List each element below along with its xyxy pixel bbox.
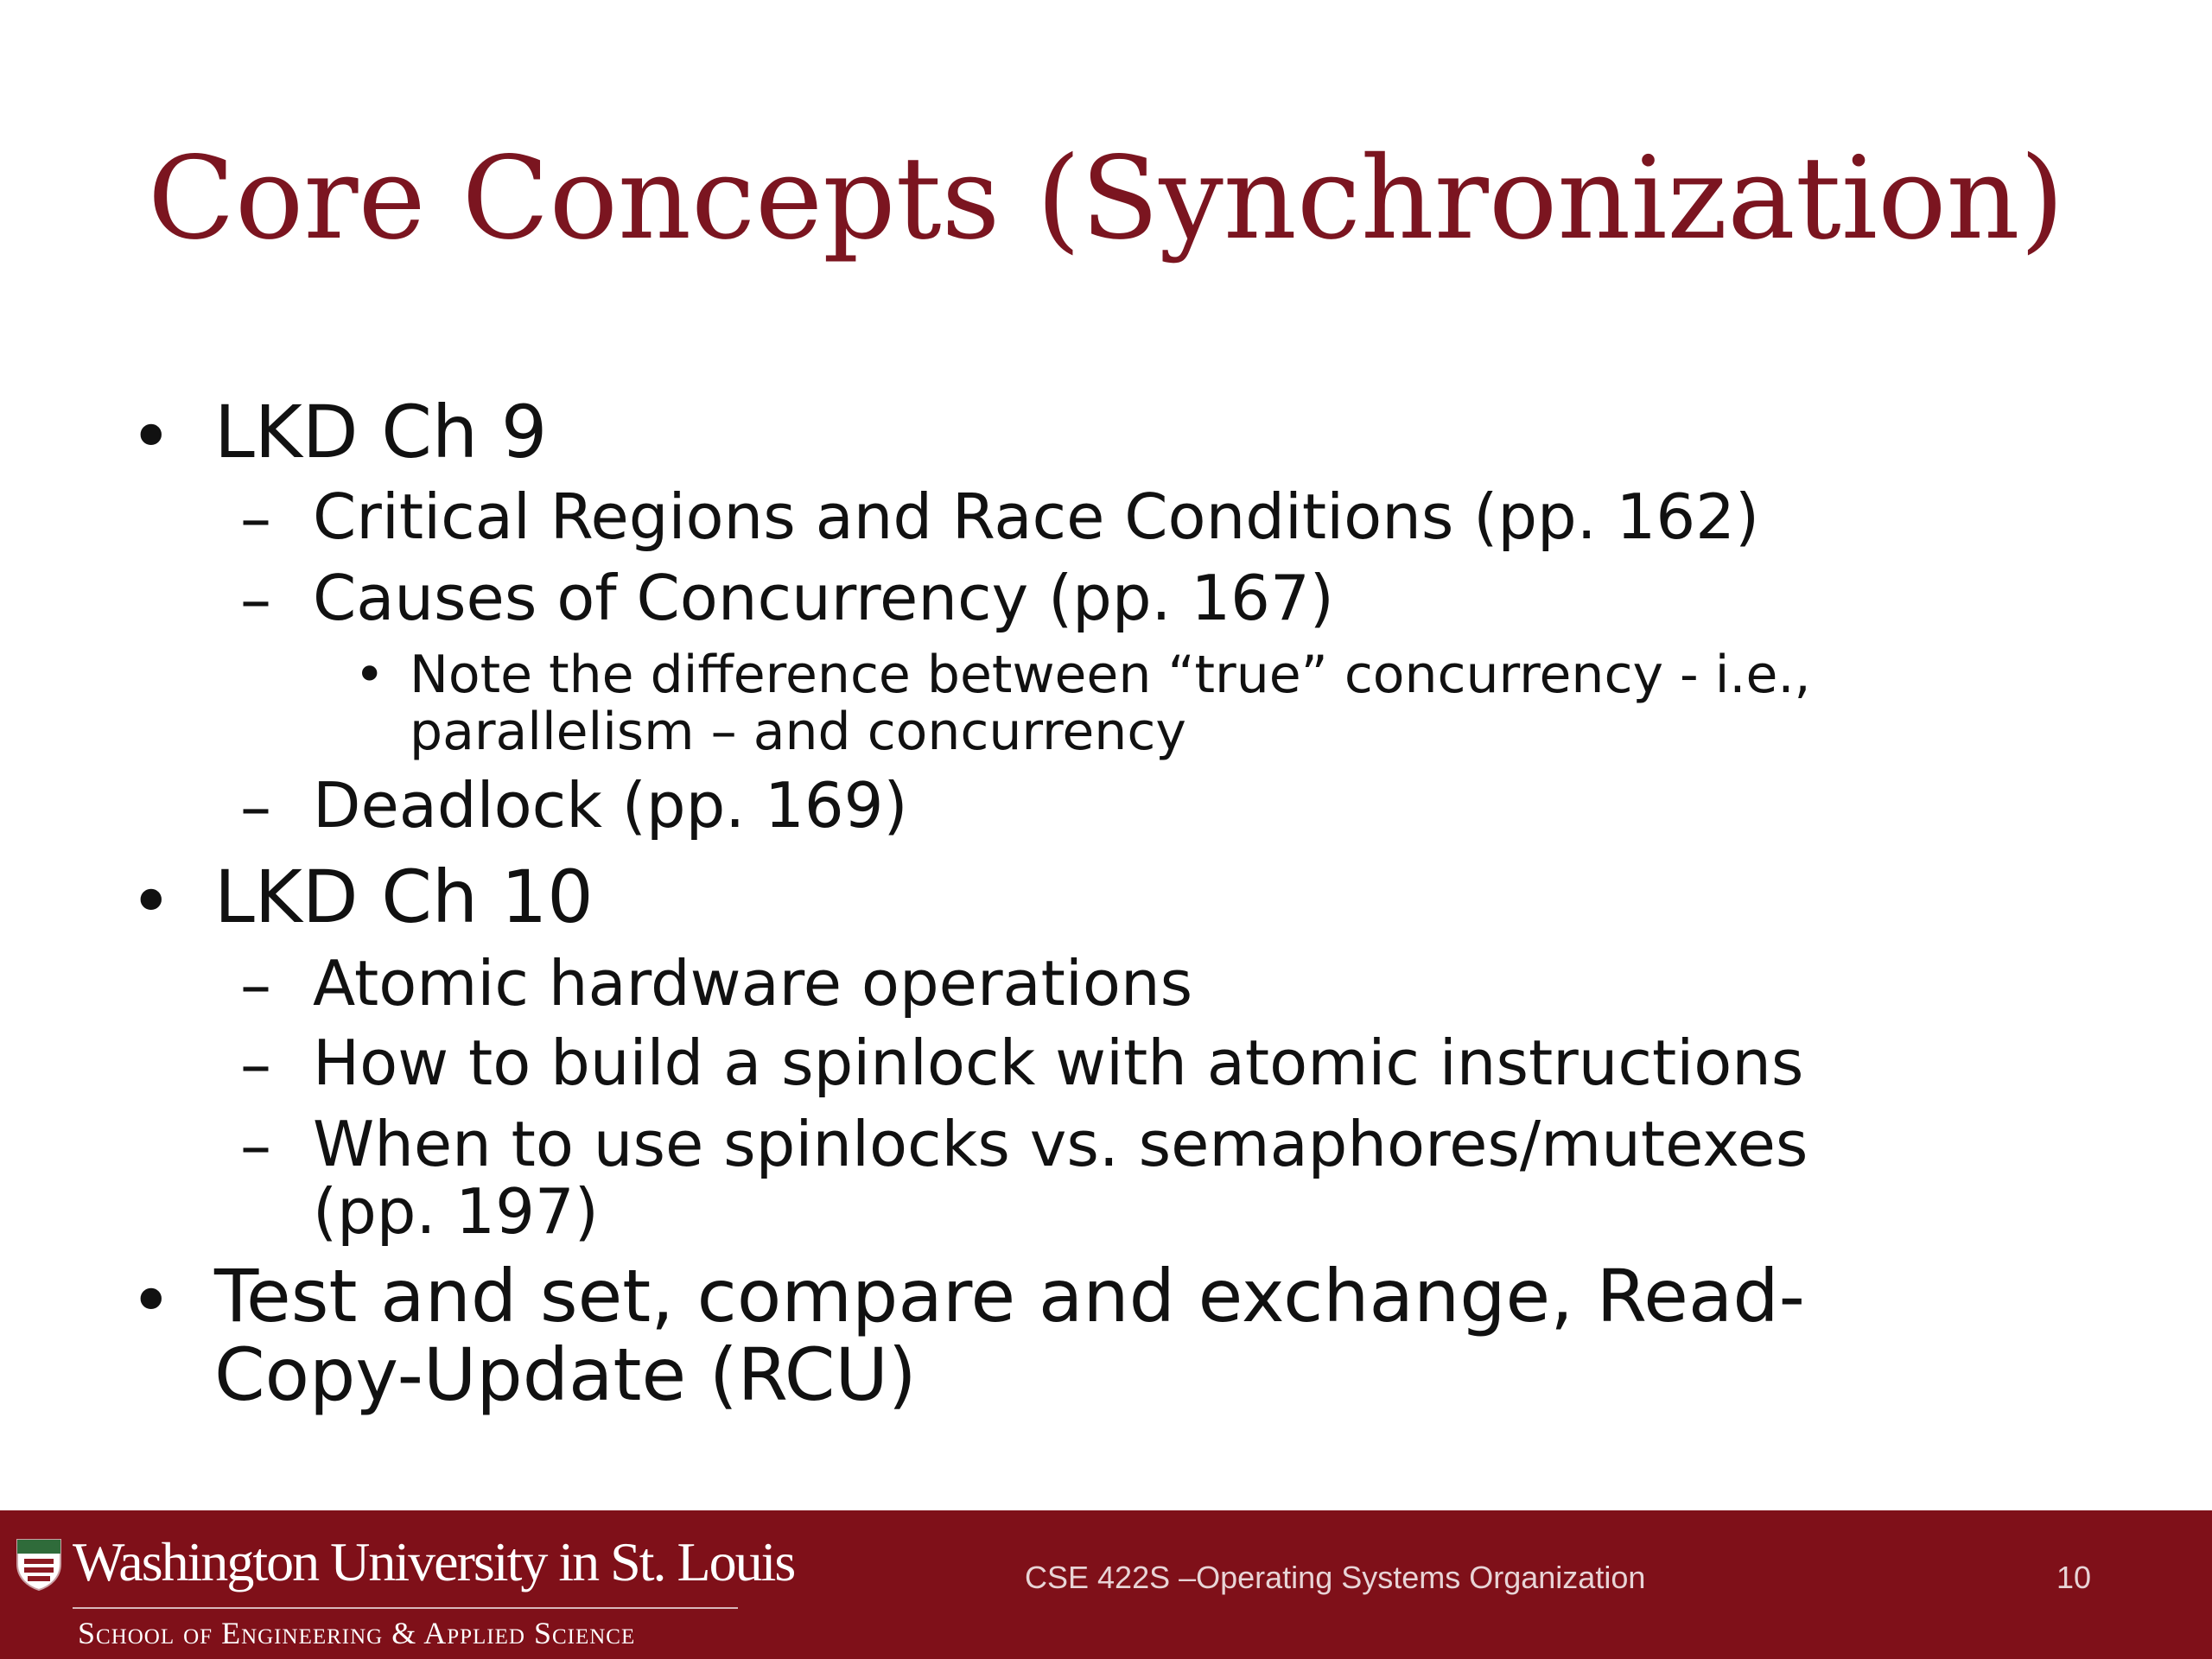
bullet-glyph: • bbox=[354, 645, 385, 705]
bullet-glyph: • bbox=[130, 859, 173, 944]
sub-item-atomic-hardware: Atomic hardware operations bbox=[313, 947, 1193, 1020]
bullet-test-and-set-line-1: Test and set, compare and exchange, Read- bbox=[214, 1254, 1805, 1338]
dash-glyph: – bbox=[240, 1109, 271, 1182]
university-name: Washington University in St. Louis bbox=[73, 1531, 795, 1592]
page-number: 10 bbox=[2056, 1560, 2091, 1595]
sub-item-spinlocks-vs-semaphores-line-1: When to use spinlocks vs. semaphores/mutexes bbox=[313, 1108, 1808, 1180]
sub-item-critical-regions: Critical Regions and Race Conditions (pp. 162) bbox=[313, 480, 1760, 553]
bullet-glyph: • bbox=[130, 394, 173, 479]
logo-divider bbox=[73, 1607, 738, 1609]
bullet-test-and-set-line-2: Copy-Update (RCU) bbox=[214, 1332, 917, 1417]
dash-glyph: – bbox=[240, 771, 271, 843]
university-logo bbox=[16, 1528, 795, 1650]
sub-item-deadlock: Deadlock (pp. 169) bbox=[313, 769, 908, 842]
dash-glyph: – bbox=[240, 949, 271, 1021]
footer-bar bbox=[0, 1510, 2212, 1659]
sub-item-spinlocks-vs-semaphores-line-2: (pp. 197) bbox=[313, 1175, 599, 1248]
sub-item-causes-of-concurrency: Causes of Concurrency (pp. 167) bbox=[313, 562, 1334, 634]
shield-icon bbox=[16, 1538, 62, 1592]
sub-item-build-spinlock: How to build a spinlock with atomic instructions bbox=[313, 1027, 1804, 1099]
slide-title: Core Concepts (Synchronization) bbox=[147, 132, 2065, 265]
bullet-lkd-ch9: LKD Ch 9 bbox=[214, 390, 548, 474]
dash-glyph: – bbox=[240, 563, 271, 636]
bullet-glyph: • bbox=[130, 1258, 173, 1343]
school-name: School of Engineering & Applied Science bbox=[78, 1616, 636, 1650]
dash-glyph: – bbox=[240, 482, 271, 555]
bullet-lkd-ch10: LKD Ch 10 bbox=[214, 855, 594, 939]
course-name: CSE 422S –Operating Systems Organization bbox=[1025, 1560, 1646, 1595]
note-line-1: Note the difference between “true” concurrency - i.e., bbox=[410, 645, 1811, 705]
dash-glyph: – bbox=[240, 1028, 271, 1101]
note-line-2: parallelism – and concurrency bbox=[410, 702, 1186, 762]
